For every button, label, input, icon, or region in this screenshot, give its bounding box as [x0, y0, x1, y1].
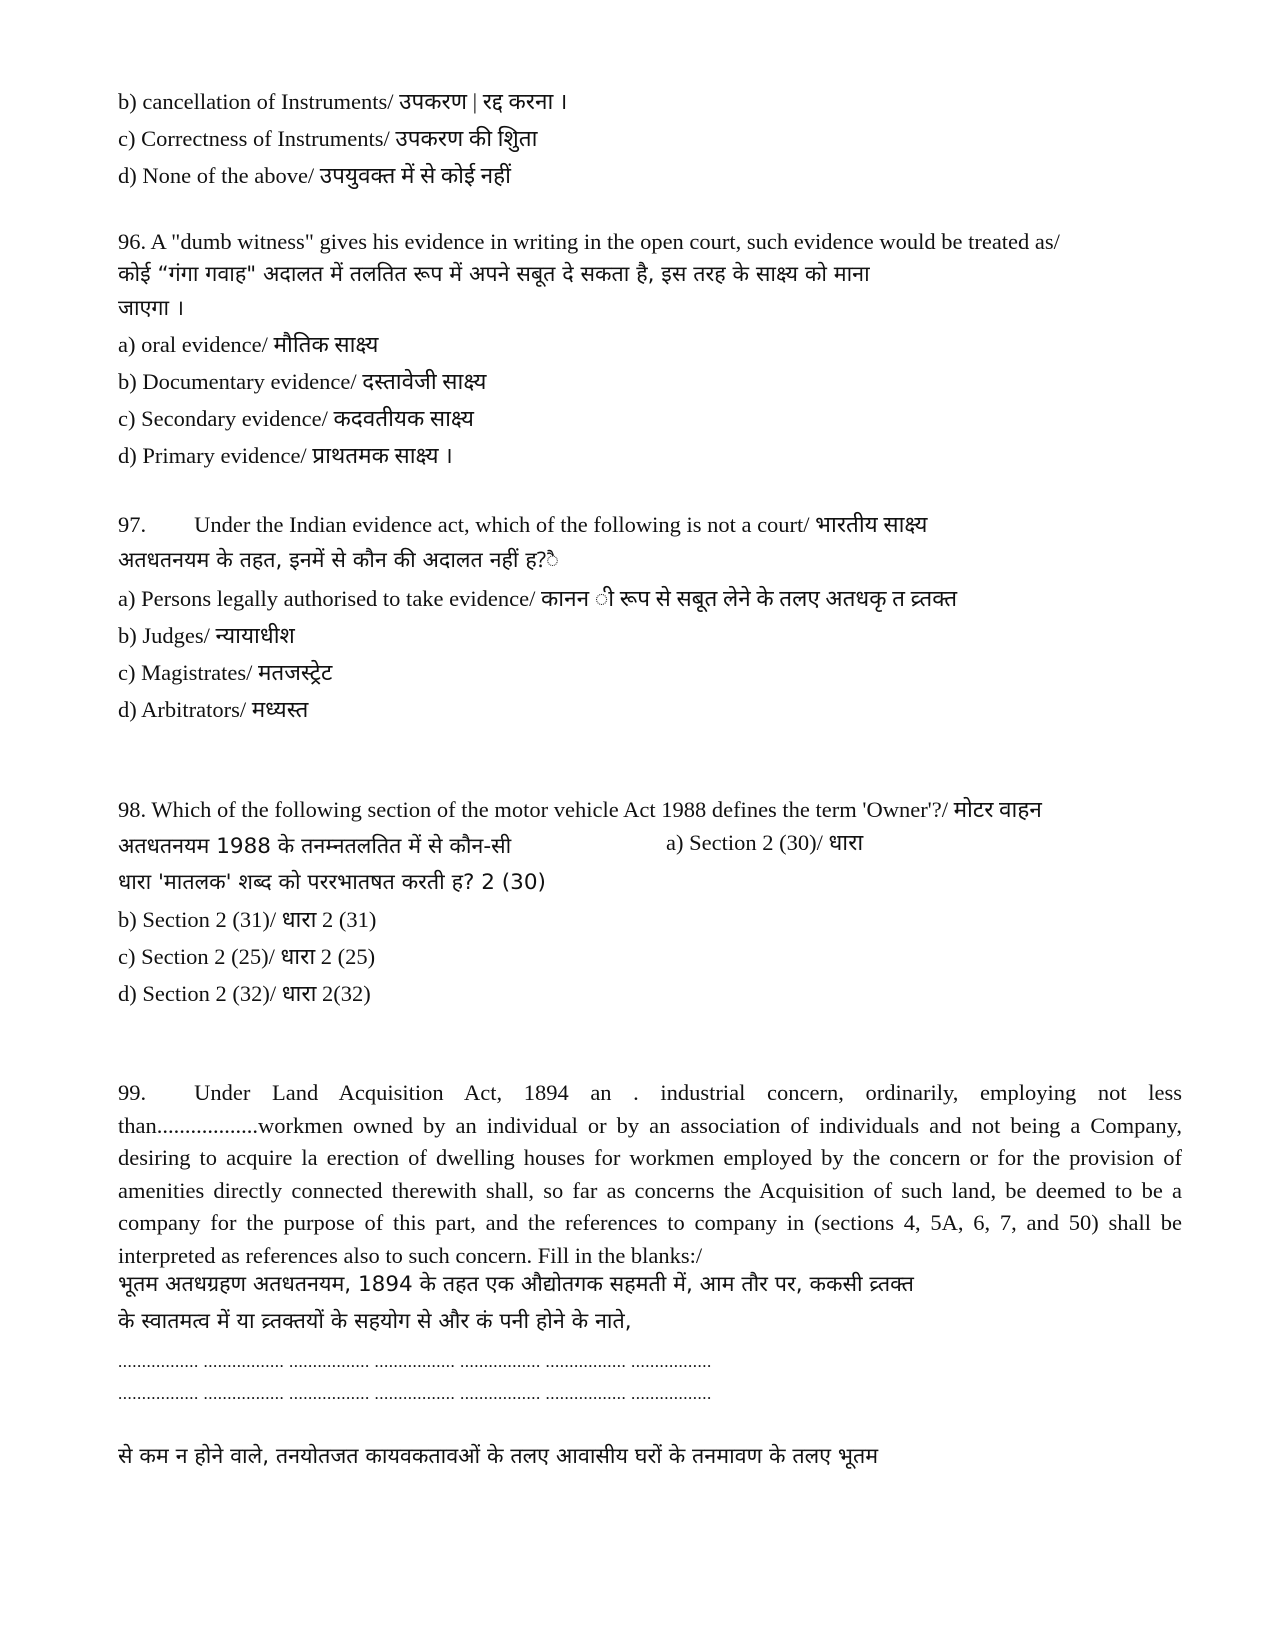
- q99-blank-line-2: ................. ................. ................. ................. ................. ................. .................: [118, 1384, 712, 1403]
- q99-hindi-2: के स्वातमत्व में या व्र्तक्तयों के सहयोग से और कं पनी होने के नाते,: [118, 1309, 632, 1334]
- q99-hindi-1: भूतम अतधग्रहण अतधतनयम, 1894 के तहत एक औद्योतगक सहमती में, आम तौर पर, ककसी व्र्तक्त: [118, 1272, 914, 1297]
- q96-option-d: d) Primary evidence/ प्राथतमक साक्ष्य ।: [118, 443, 453, 468]
- q99-number: 99.: [118, 1080, 147, 1105]
- q95-option-d: d) None of the above/ उपयुवक्त में से कोई नहीं: [118, 163, 511, 188]
- q98-question-hindi-2: धारा 'मातलक' शब्द को पररभातषत करती ह? 2 (30): [118, 870, 546, 895]
- q99-text: Under Land Acquisition Act, 1894 an . industrial concern, ordinarily, employing not less than..................workmen owned by an individual or by an association of individuals and not being a Company, desiring to acquire la erection of dwelling houses for workmen employed by the concern or for the provision of amenities directly connected therewith shall, so far as concerns the Acquisition of such land, be deemed to be a company for the purpose of this part, and the references to company in (sections 4, 5A, 6, 7, and 50) shall be interpreted as references also to such concern. Fill in the blanks:/: [118, 1080, 1182, 1268]
- q97-option-a: a) Persons legally authorised to take evidence/ कानन ी रूप से सबूत लेने के तलए अतधकृ त व्र्तक्त: [118, 586, 958, 611]
- q97-question-line: [118, 510, 927, 540]
- q98-option-c: c) Section 2 (25)/ धारा 2 (25): [118, 944, 376, 969]
- q97-number: 97.: [118, 512, 147, 537]
- q97-question-hindi-1: अतधतनयम के तहत, इनमें से कौन की अदालत नहीं ह?ै: [118, 548, 559, 573]
- q95-option-b: b) cancellation of Instruments/ उपकरण | रद्द करना ।: [118, 89, 568, 114]
- q97-question: Under the Indian evidence act, which of the following is not a court/ भारतीय साक्ष्य: [194, 512, 928, 537]
- q96-question-hindi-2: जाएगा ।: [118, 296, 185, 321]
- q98-option-a: a) Section 2 (30)/ धारा: [666, 830, 864, 855]
- q98-option-d: d) Section 2 (32)/ धारा 2(32): [118, 981, 371, 1006]
- q99-blank-line-1: ................. ................. ................. ................. ................. ................. .................: [118, 1352, 712, 1371]
- q97-option-c: c) Magistrates/ मतजस्ट्रेट: [118, 660, 333, 685]
- q98-question: 98. Which of the following section of the motor vehicle Act 1988 defines the term 'Owner'?/ मोटर वाहन: [118, 797, 1042, 822]
- q96-question-hindi-1: कोई “गंगा गवाह" अदालत में तलतित रूप में अपने सबूत दे सकता है, इस तरह के साक्ष्य को माना: [118, 262, 870, 287]
- q96-option-a: a) oral evidence/ मौतिक साक्ष्य: [118, 332, 379, 357]
- q98-option-b: b) Section 2 (31)/ धारा 2 (31): [118, 907, 377, 932]
- q96-question: 96. A "dumb witness" gives his evidence in writing in the open court, such evidence would be treated as/: [118, 229, 1060, 254]
- q95-option-c: c) Correctness of Instruments/ उपकरण की शुिता: [118, 126, 538, 151]
- q96-option-b: b) Documentary evidence/ दस्तावेजी साक्ष्य: [118, 369, 487, 394]
- q97-option-b: b) Judges/ न्यायाधीश: [118, 623, 295, 648]
- q97-option-d: d) Arbitrators/ मध्यस्त: [118, 697, 309, 722]
- q98-question-hindi-1: अतधतनयम 1988 के तनम्नतलतित में से कौन-सी: [118, 834, 512, 859]
- q99-paragraph: [118, 1077, 1182, 1272]
- q99-hindi-3: से कम न होने वाले, तनयोतजत कायवकतावओं के तलए आवासीय घरों के तनमावण के तलए भूतम: [118, 1444, 879, 1469]
- q96-option-c: c) Secondary evidence/ कदवतीयक साक्ष्य: [118, 406, 474, 431]
